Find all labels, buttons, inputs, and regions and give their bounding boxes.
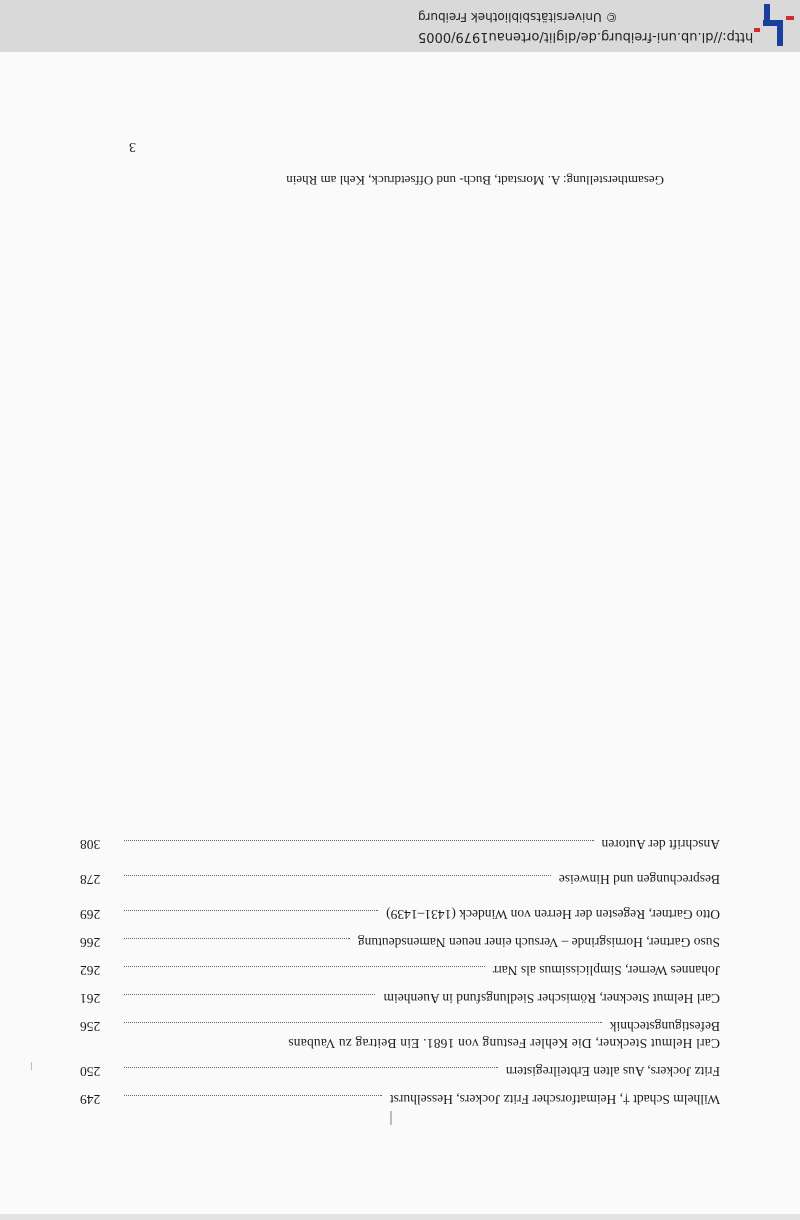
copyright-notice: © Universitätsbibliothek Freiburg	[418, 10, 618, 24]
toc-page-number: 249	[80, 1092, 101, 1107]
imprint-line: Gesamtherstellung: A. Morstadt, Buch- und Offsetdruck, Kehl am Rhein	[286, 173, 664, 188]
toc-entry-title	[116, 836, 720, 853]
toc-entry	[80, 962, 720, 979]
toc-entry-title	[116, 934, 720, 951]
toc-entry	[80, 836, 720, 853]
toc-entry-title	[116, 1018, 720, 1052]
page-number: 3	[129, 139, 136, 154]
toc-entry	[80, 1091, 720, 1108]
toc-entry-line: Fritz Jockers, Aus alten Erbteilregistern	[505, 1064, 720, 1079]
dot-leader	[124, 1022, 602, 1023]
toc-entry-title	[116, 1063, 720, 1080]
toc-entry-title	[116, 871, 720, 888]
source-url-link[interactable]: http://dl.ub.uni-freiburg.de/diglit/ortenau1979/0005	[418, 29, 754, 44]
toc-entry	[80, 990, 720, 1007]
library-footer-bar	[0, 0, 800, 52]
toc-entry-line: Carl Helmut Steckner, Römischer Siedlungsfund in Auenheim	[383, 991, 720, 1006]
toc-entry	[80, 871, 720, 888]
toc-entry-line: Befestigungstechnik	[609, 1019, 720, 1034]
toc-entry	[80, 934, 720, 951]
toc-entry-line: Wilhelm Schadt †, Heimatforscher Fritz Jockers, Hesselhurst	[389, 1092, 720, 1107]
dot-leader	[124, 994, 375, 995]
dot-leader	[124, 1067, 498, 1068]
toc-page-number: 250	[80, 1064, 101, 1079]
dot-leader	[124, 1095, 382, 1096]
toc-entry-line: Carl Helmut Steckner, Die Kehler Festung von 1681. Ein Beitrag zu Vaubans	[288, 1036, 720, 1051]
dot-leader	[124, 966, 485, 967]
toc-entry-title	[116, 906, 720, 923]
toc-entry	[80, 1063, 720, 1080]
toc-entry-line: Anschrift der Autoren	[601, 837, 720, 852]
toc-page-number: 278	[80, 872, 101, 887]
table-of-contents	[80, 825, 720, 1108]
toc-entry-title	[116, 990, 720, 1007]
toc-entry	[80, 906, 720, 923]
toc-entry-line: Otto Gartner, Regesten der Herren von Windeck (1431–1439)	[386, 907, 720, 922]
toc-page-number: 269	[80, 907, 101, 922]
dot-leader	[124, 840, 594, 841]
toc-page-number: 266	[80, 935, 101, 950]
toc-page-number: 256	[80, 1019, 101, 1034]
dot-leader	[124, 875, 551, 876]
toc-page-number: 308	[80, 837, 101, 852]
ub-freiburg-logo-icon[interactable]	[754, 4, 794, 46]
dot-leader	[124, 910, 378, 911]
toc-entry-line: Johannes Werner, Simplicissimus als Narr	[492, 963, 720, 978]
toc-page-number: 261	[80, 991, 101, 1006]
toc-entry-line: Besprechungen und Hinweise	[558, 872, 720, 887]
toc-entry-line: Suso Gartner, Hornisgrinde – Versuch einer neuen Namensdeutung	[357, 935, 720, 950]
toc-entry	[80, 1018, 720, 1052]
toc-entry-title	[116, 1091, 720, 1108]
toc-page-number: 262	[80, 963, 101, 978]
scan-speck	[31, 1062, 32, 1070]
scan-speck	[390, 1111, 392, 1125]
scan-edge	[0, 1214, 800, 1220]
toc-entry-title	[116, 962, 720, 979]
dot-leader	[124, 938, 350, 939]
